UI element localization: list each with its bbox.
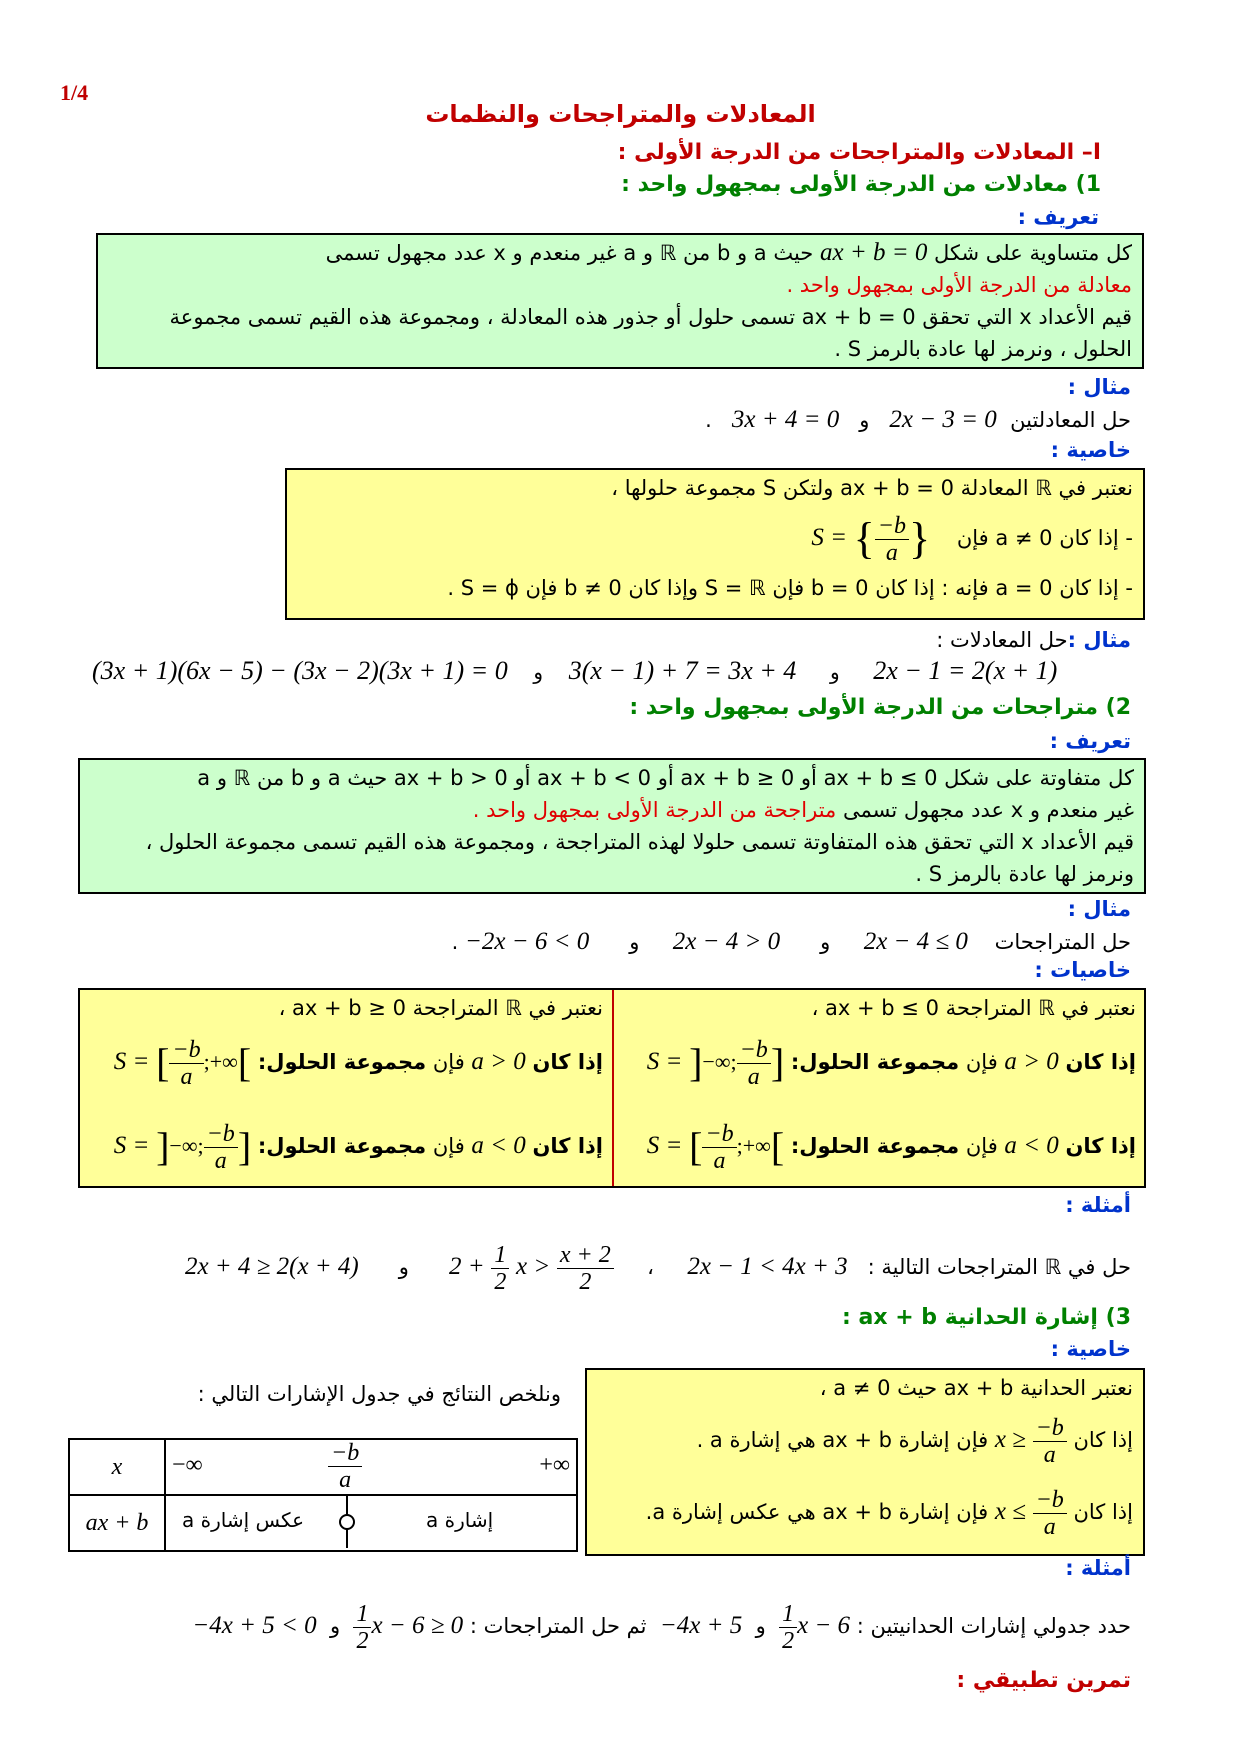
sign-property-line-2: إذا كان x ≥ $\frac{-b}{a}$ فإن إشارة ax + b هي إشارة a . [696,1414,1133,1468]
property-line-2: - إذا كان a ≠ 0 فإن S = { $\frac{-b}{a}$ } [811,512,1133,566]
property-line-1: نعتبر في ℝ المعادلة ax + b = 0 ولتكن S مجموعة حلولها ، [611,476,1133,500]
property-box-equation [285,468,1145,620]
zero-circle-icon [339,1514,355,1530]
page-title: المعادلات والمتراجحات والنظمات [425,100,816,128]
definition-2-line-4: ونرمز لها عادة بالرمز S . [915,862,1134,886]
column-divider [612,990,614,1186]
definition-line-1: كل متساوية على شكل ax + b = 0 حيث a و b من ℝ و a غير منعدم و x عدد مجهول تسمى [325,239,1132,266]
right-case-negative: إذا كان a < 0 فإن مجموعة الحلول: S = [ $\frac{-b}{a}$ ;+∞[ [646,1120,1136,1174]
example-2-equations: (3x + 1)(6x − 5) − (3x − 2)(3x + 1) = 0 و 3(x − 1) + 7 = 3x + 4 و 2x − 1 = 2(x + 1) [92,656,1058,685]
exercise-label: تمرين تطبيقي : [956,1668,1131,1693]
left-column-title: نعتبر في ℝ المتراجحة ax + b ≥ 0 ، [278,996,603,1020]
property-label-3: خاصية : [1050,1337,1131,1361]
subsection-heading-3: 3) إشارة الحدانية ax + b : [842,1305,1131,1330]
sign-examples-line: حدد جدولي إشارات الحدانيتين : $\frac{1}{2}$ x − 6 و −4x + 5 ثم حل المتراجحات : $\frac{1}{2}$ x − 6 ≥ 0 و −4x + 5 < 0 [192,1600,1131,1654]
definition-box-equation [96,233,1144,369]
sign-table [68,1438,578,1552]
page-number: 1/4 [60,80,89,105]
right-case-positive: إذا كان a > 0 فإن مجموعة الحلول: S = ]−∞; $\frac{-b}{a}$ ] [646,1036,1136,1090]
property-box-inequalities [78,988,1146,1188]
definition-line-3: قيم الأعداد x التي تحقق ax + b = 0 تسمى حلول أو جذور هذه المعادلة ، ومجموعة هذه القيم تسمى مجموعة [169,305,1132,329]
example-line: حل المعادلتين 2x − 3 = 0 و 3x + 4 = 0 . [705,406,1131,433]
section-heading: I– المعادلات والمتراجحات من الدرجة الأولى : [617,140,1101,165]
table-row [69,1439,577,1495]
definition-box-inequality [78,758,1146,894]
table-sign-values: عكس إشارة a إشارة a [165,1495,577,1551]
table-header-x: x [69,1439,165,1495]
definition-2-line-3: قيم الأعداد x التي تحقق هذه المتفاوتة تسمى حلولا لهذه المتراجحة ، ومجموعة هذه القيم تسمى مجموعة الحلول ، [145,830,1134,854]
properties-label: خاصيات : [1034,958,1131,982]
fraction-minus-b-over-a: $\frac{-b}{a}$ [875,513,909,566]
definition-line-4: الحلول ، ونرمز لها عادة بالرمز S . [834,337,1132,361]
examples-inequalities-line: حل في ℝ المتراجحات التالية : 2x − 1 < 4x + 3 ، 2 + $\frac{1}{2}$ x > $\frac{x + 2}{2}$ و 2x + 4 ≥ 2(x + 4) [184,1241,1131,1295]
sign-summary-text: ونلخص النتائج في جدول الإشارات التالي : [197,1382,561,1406]
subsection-heading-2: 2) متراجحات من الدرجة الأولى بمجهول واحد : [629,695,1131,720]
sign-property-line-1: نعتبر الحدانية ax + b حيث a ≠ 0 ، [819,1376,1133,1400]
examples-label-3: أمثلة : [1065,1556,1131,1580]
property-box-sign [585,1368,1145,1556]
example-2b-line: حل المتراجحات 2x − 4 ≤ 0 و 2x − 4 > 0 و −2x − 6 < 0 . [451,928,1131,955]
table-header-binomial: ax + b [69,1495,165,1551]
property-label: خاصية : [1050,438,1131,462]
definition-label-2: تعريف : [1049,729,1131,753]
example-2-line: مثال :حل المعادلات : [936,628,1131,652]
left-case-positive: إذا كان a > 0 فإن مجموعة الحلول: S = [ $\frac{-b}{a}$ ;+∞[ [113,1036,603,1090]
table-row [69,1495,577,1551]
sign-property-line-3: إذا كان x ≤ $\frac{-b}{a}$ فإن إشارة ax + b هي عكس إشارة a. [645,1486,1133,1540]
definition-label: تعريف : [1017,205,1099,229]
left-case-negative: إذا كان a < 0 فإن مجموعة الحلول: S = ]−∞; $\frac{-b}{a}$ ] [113,1120,603,1174]
example-label-2: مثال : [1067,897,1131,921]
right-column-title: نعتبر في ℝ المتراجحة ax + b ≤ 0 ، [811,996,1136,1020]
property-line-3: - إذا كان a = 0 فإنه : إذا كان b = 0 فإن S = ℝ وإذا كان b ≠ 0 فإن S = ϕ . [447,576,1133,600]
definition-2-line-1: كل متفاوتة على شكل ax + b ≤ 0 أو ax + b ≥ 0 أو ax + b < 0 أو ax + b > 0 حيث a و b من ℝ و a [197,766,1134,790]
subsection-heading-1: 1) معادلات من الدرجة الأولى بمجهول واحد : [621,172,1101,197]
example-label: مثال : [1067,375,1131,399]
table-x-values: −∞ $\frac{-b}{a}$ +∞ [165,1439,577,1495]
definition-red-term: معادلة من الدرجة الأولى بمجهول واحد . [786,273,1132,297]
definition-2-line-2: غير منعدم و x عدد مجهول تسمى متراجحة من الدرجة الأولى بمجهول واحد . [472,798,1134,822]
examples-label: أمثلة : [1065,1193,1131,1217]
